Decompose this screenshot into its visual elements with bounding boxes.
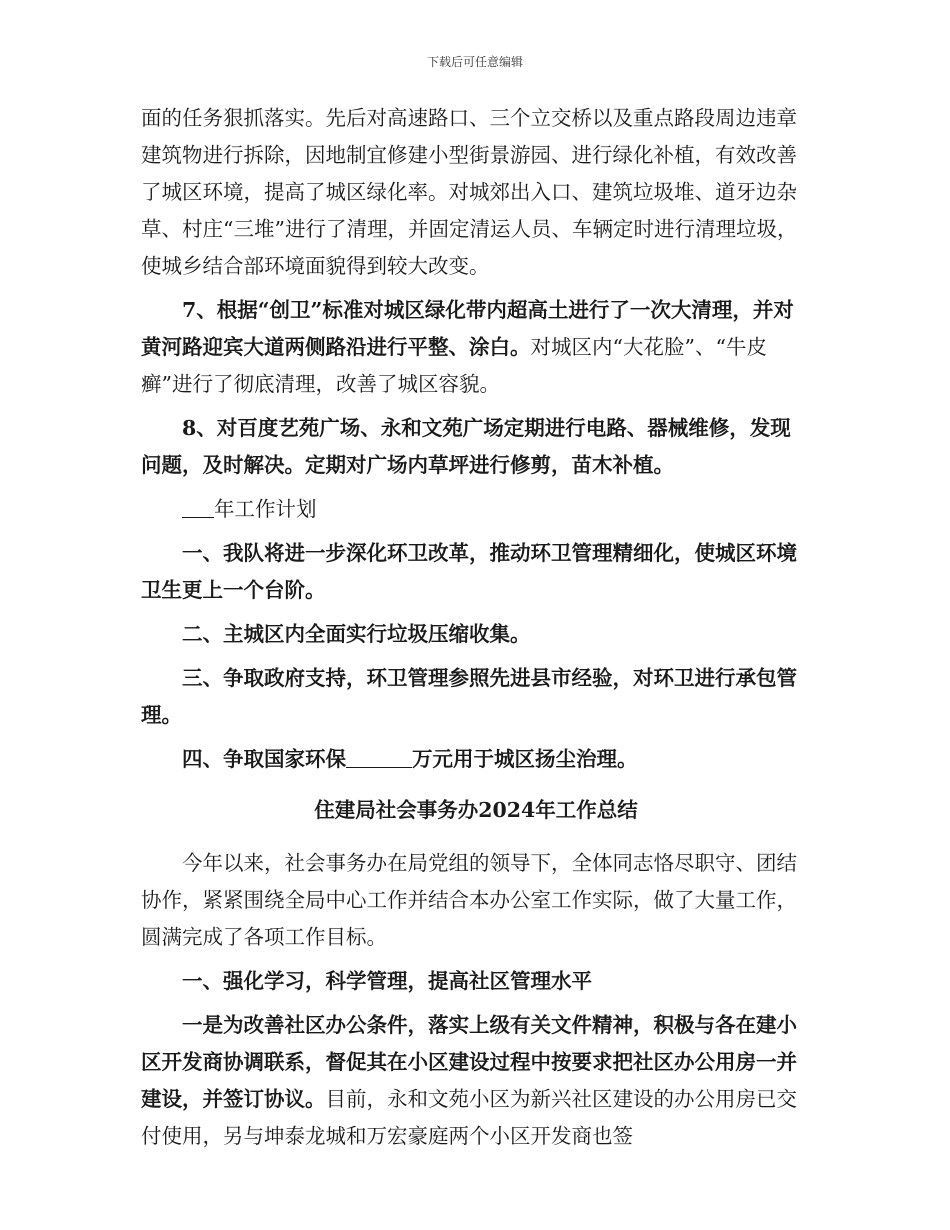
page-header: 下载后可任意编辑 [426, 55, 523, 69]
intro-paragraph: 今年以来，社会事务办在局党组的领导下，全体同志恪尽职守、团结协作，紧紧围绕全局中心工作并结合本办公室工作实际，做了大量工作，圆满完成了各项工作目标。 [141, 851, 797, 949]
plan-item-3: 三、争取政府支持，环卫管理参照先进县市经验，对环卫进行承包管理。 [141, 666, 797, 727]
document-body [141, 100, 811, 1162]
plan-item-1: 一、我队将进一步深化环卫改革，推动环卫管理精细化，使城区环境卫生更上一个台阶。 [141, 541, 797, 602]
section-heading: 一、强化学习，科学管理，提高社区管理水平 [182, 969, 592, 993]
blank-line [182, 497, 214, 519]
paragraph [141, 1007, 811, 1155]
paragraph-item-8: 8、对百度艺苑广场、永和文苑广场定期进行电路、器械维修，发现问题，及时解决。定期对广场内草坪进行修剪，苗木补植。 [141, 416, 791, 477]
section-title: 住建局社会事务办2024年工作总结 [314, 798, 638, 822]
blank-line [346, 747, 412, 769]
plan-item-2: 二、主城区内全面实行垃圾压缩收集。 [182, 622, 531, 646]
plan-item-4-text-b: 万元用于城区扬尘治理。 [412, 747, 638, 771]
normal-text: 目前，永和文苑小区为新兴社区建设的办公用房已交付使用，另与坤泰龙城和万宏豪庭两个小区开发商也签 [141, 1087, 797, 1148]
plan-item-4-text-a: 四、争取国家环保 [182, 747, 346, 771]
plan-heading-text: 年工作计划 [214, 497, 317, 521]
bold-text: 一是为改善社区办公条件，落实上级有关文件精神，积极与各在建小区开发商协调联系，督促其在小区建设过程中按要求把社区办公用房一并建设，并签订协议。 [141, 1013, 797, 1111]
paragraph-item-7 [141, 292, 811, 403]
bold-text: 7、根据“创卫”标准对城区绿化带内超高土进行了一次大清理，并对黄河路迎宾大道两侧路沿进行平整、涂白。 [141, 298, 794, 359]
plan-heading [141, 491, 811, 528]
normal-text: 对城区内“大花脸”、“牛皮癣”进行了彻底清理，改善了城区容貌。 [141, 335, 767, 396]
paragraph: 面的任务狠抓落实。先后对高速路口、三个立交桥以及重点路段周边违章建筑物进行拆除，因地制宜修建小型街景游园、进行绿化补植，有效改善了城区环境，提高了城区绿化率。对城郊出入口、建筑垃圾堆、道牙边杂草、村庄“三堆”进行了清理，并固定清运人员、车辆定时进行清理垃圾，使城乡结合部环境面貌得到较大改变。 [141, 106, 798, 278]
plan-item-4 [141, 741, 811, 778]
